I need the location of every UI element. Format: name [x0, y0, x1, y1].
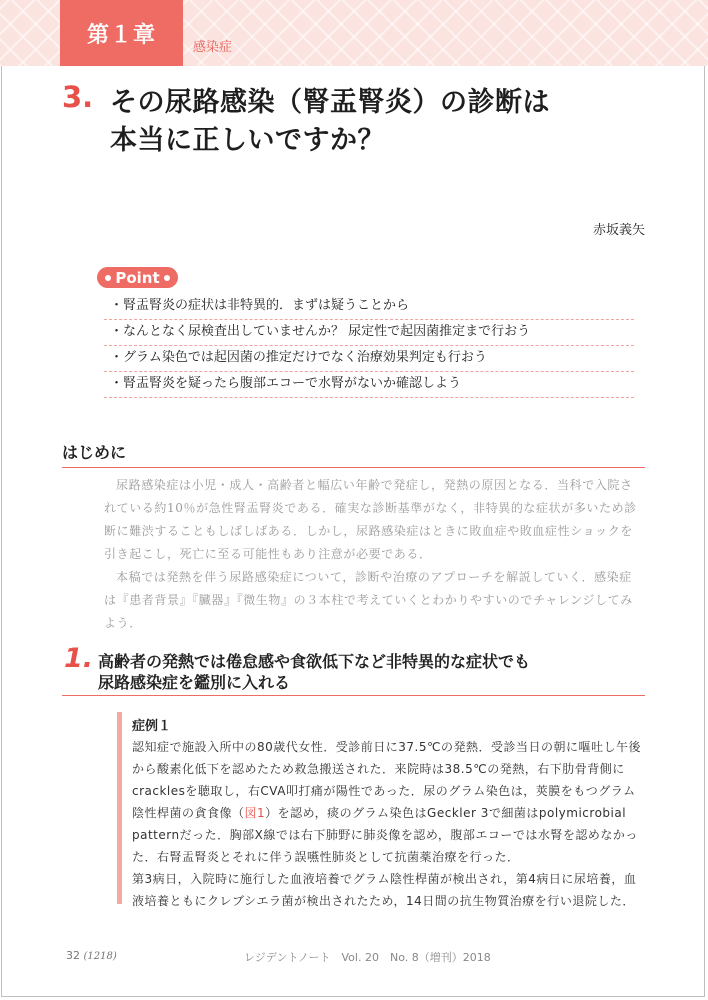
point-dot-left	[105, 275, 111, 281]
case-box	[117, 712, 645, 908]
intro-paragraph: 本稿では発熱を伴う尿路感染症について，診断や治療のアプローチを解説していく．感染症は『患者背景』『臓器』『微生物』の３本柱で考えていくとわかりやすいのでチャレンジしてみよう．	[104, 570, 633, 630]
footer-page-number	[66, 949, 117, 962]
title-line-1: その尿路感染（腎盂腎炎）の診断は	[110, 87, 550, 118]
section1-heading-line-1: 高齢者の発熱では倦怠感や食欲低下など非特異的な症状でも	[98, 652, 531, 671]
point-label: Point	[115, 268, 160, 287]
case-paragraph-2: 第3病日，入院時に施行した血液培養でグラム陰性桿菌が検出され，第4病日に尿培養，血液培養ともにクレブシエラ菌が検出されたため，14日間の抗生物質治療を行い退院した．	[132, 872, 637, 908]
point-badge	[97, 267, 178, 288]
case-text-before-ref: 認知症で施設入所中の80歳代女性．受診前日に37.5℃の発熱．受診当日の朝に嘔吐し午後から酸素化低下を認めたため救急搬送された．来院時は38.5℃の発熱，右下肋骨背側にcracklesを聴取し，右CVA叩打痛が陽性であった．尿のグラム染色は，莢膜をもつグラム陰性桿菌の貪食像（	[132, 740, 641, 820]
section1-heading-line-2: 尿路感染症を鑑別に入れる	[98, 673, 291, 692]
point-list	[104, 294, 634, 398]
case-title: 症例１	[132, 719, 172, 734]
intro-body	[104, 474, 642, 635]
author: 赤坂義矢	[592, 223, 645, 238]
figure-ref-link[interactable]: 図1	[244, 806, 266, 820]
page-number: 32	[66, 949, 80, 962]
chapter-box	[60, 0, 183, 66]
chapter-label: 第１章	[86, 22, 156, 48]
intro-paragraph: 尿路感染症は小児・成人・高齢者と幅広い年齢で発症し，発熱の原因となる．当科で入院されている約10％が急性腎盂腎炎である．確実な診断基準がなく，非特異的な症状が多いため診断に難渋することもしばしばある．しかし，尿路感染症はときに敗血症や敗血症性ショックを引き起こし，死亡に至る可能性もあり注意が必要である．	[104, 478, 637, 561]
case-text-after-ref: ）を認め，痰のグラム染色はGeckler 3で細菌はpolymicrobial patternだった．胸部X線では右下肺野に肺炎像を認め，腹部エコーでは水腎を認めなかった．右腎盂腎炎とそれに伴う誤嚥性肺炎として抗菌薬治療を行った．	[132, 806, 638, 864]
chapter-category: 感染症	[193, 40, 233, 55]
point-item: ・なんとなく尿検査出していませんか？ 尿定性で起因菌推定まで行おう	[104, 320, 634, 346]
page-number-sub: (1218)	[83, 951, 117, 962]
point-dot-right	[164, 275, 170, 281]
title-number: 3.	[62, 80, 94, 114]
case-text	[132, 736, 645, 912]
point-item: ・腎盂腎炎を疑ったら腹部エコーで水腎がないか確認しよう	[104, 372, 634, 398]
intro-heading: はじめに	[62, 440, 645, 468]
point-item: ・グラム染色では起因菌の推定だけでなく治療効果判定も行おう	[104, 346, 634, 372]
section1-rule	[62, 695, 645, 696]
case-paragraph-1	[132, 736, 645, 868]
section1-number: 1.	[64, 643, 94, 674]
point-item: ・腎盂腎炎の症状は非特異的．まずは疑うことから	[104, 294, 634, 320]
footer-journal: レジデントノート Vol. 20 No. 8（増刊）2018	[244, 951, 491, 964]
title-line-2: 本当に正しいですか？	[110, 125, 385, 156]
